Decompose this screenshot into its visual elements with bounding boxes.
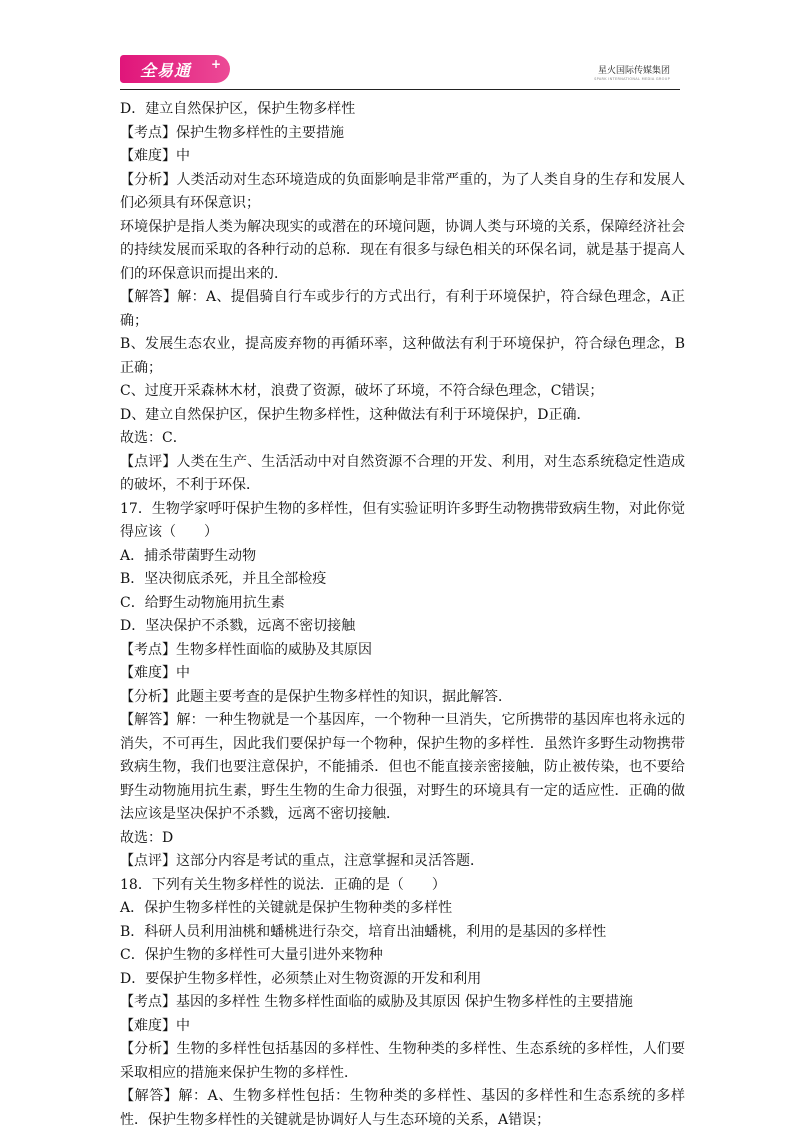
page-header bbox=[120, 55, 680, 89]
text-line: C、过度开采森林木材，浪费了资源，破坏了环境，不符合绿色理念，C错误； bbox=[120, 383, 604, 399]
question-18: 18．下列有关生物多样性的说法．正确的是（ ） bbox=[120, 876, 446, 893]
text-line: 【考点】保护生物多样性的主要措施 bbox=[120, 124, 344, 141]
text-line: 【点评】人类在生产、生活活动中对自然资源不合理的开发、利用，对生态系统稳定性造成的破坏，不利于环保． bbox=[120, 453, 685, 493]
question-17: 17．生物学家呼吁保护生物的多样性，但有实验证明许多野生动物携带致病生物，对此你觉得应该（ ） bbox=[120, 500, 685, 540]
text-line: 【分析】此题主要考查的是保护生物多样性的知识，据此解答． bbox=[120, 688, 512, 705]
logo-plus: + bbox=[211, 57, 222, 71]
text-line: 【考点】生物多样性面临的威胁及其原因 bbox=[120, 641, 372, 658]
text-line: 【解答】解：A、生物多样性包括：生物种类的多样性、基因的多样性和生态系统的多样性．保护生物多样性的关键就是协调好人与生态环境的关系，A错误； bbox=[120, 1088, 685, 1128]
brand-logo bbox=[120, 55, 230, 83]
logo-text: 全易通 bbox=[140, 61, 192, 80]
option-c: C．给野生动物施用抗生素 bbox=[120, 594, 285, 611]
text-line: D、建立自然保护区，保护生物多样性，这种做法有利于环境保护，D正确． bbox=[120, 406, 591, 423]
text-line: 【分析】生物的多样性包括基因的多样性、生物种类的多样性、生态系统的多样性，人们要采取相应的措施来保护生物的多样性． bbox=[120, 1041, 685, 1081]
option-b: B．科研人员利用油桃和蟠桃进行杂交，培育出油蟠桃，利用的是基因的多样性 bbox=[120, 923, 607, 940]
text-line: D．建立自然保护区，保护生物多样性 bbox=[120, 101, 356, 117]
brand-name: 星火国际传媒集团 bbox=[597, 66, 670, 76]
text-line: 【解答】解：一种生物就是一个基因库，一个物种一旦消失，它所携带的基因库也将永远的消失，不可再生，因此我们要保护每一个物种，保护生物的多样性．虽然许多野生动物携带致病生物，我们也要注意保护，不能捕杀．但也不能直接亲密接触，防止被传染，也不要给野生动物施用抗生素，野生生物的生命力很强，对野生的环境具有一定的适应性．正确的做法应该是坚决保护不杀戮，远离不密切接触． bbox=[120, 712, 685, 822]
text-line: 【难度】中 bbox=[120, 148, 190, 164]
text-line: 【点评】这部分内容是考试的重点，注意掌握和灵活答题． bbox=[120, 853, 484, 869]
document-body bbox=[120, 98, 685, 1132]
brand-name-block bbox=[594, 63, 670, 81]
option-a: A．保护生物多样性的关键就是保护生物种类的多样性 bbox=[120, 900, 453, 916]
text-line: 【考点】基因的多样性 生物多样性面临的威胁及其原因 保护生物多样性的主要措施 bbox=[120, 994, 633, 1010]
text-line: 【解答】解：A、提倡骑自行车或步行的方式出行，有利于环境保护，符合绿色理念，A正确； bbox=[120, 289, 685, 329]
header-divider bbox=[120, 89, 680, 90]
option-b: B．坚决彻底杀死，并且全部检疫 bbox=[120, 571, 327, 587]
option-d: D．要保护生物多样性，必须禁止对生物资源的开发和利用 bbox=[120, 970, 482, 987]
option-d: D．坚决保护不杀戮，远离不密切接触 bbox=[120, 618, 356, 634]
option-c: C．保护生物的多样性可大量引进外来物种 bbox=[120, 947, 383, 963]
brand-subtitle: SPARK INTERNATIONAL MEDIA GROUP bbox=[594, 77, 670, 81]
text-line: 【难度】中 bbox=[120, 665, 190, 681]
text-line: 故选：D bbox=[120, 829, 174, 846]
text-line: 【分析】人类活动对生态环境造成的负面影响是非常严重的，为了人类自身的生存和发展人们必须具有环保意识； bbox=[120, 171, 685, 211]
text-line: 故选：C． bbox=[120, 430, 187, 446]
text-line: 【难度】中 bbox=[120, 1017, 190, 1034]
option-a: A．捕杀带菌野生动物 bbox=[120, 547, 257, 564]
text-line: B、发展生态农业，提高废弃物的再循环率，这种做法有利于环境保护，符合绿色理念，B正确； bbox=[120, 336, 685, 376]
text-line: 环境保护是指人类为解决现实的或潜在的环境问题，协调人类与环境的关系，保障经济社会的持续发展而采取的各种行动的总称．现在有很多与绿色相关的环保名词，就是基于提高人们的环保意识而提出来的． bbox=[120, 218, 685, 282]
